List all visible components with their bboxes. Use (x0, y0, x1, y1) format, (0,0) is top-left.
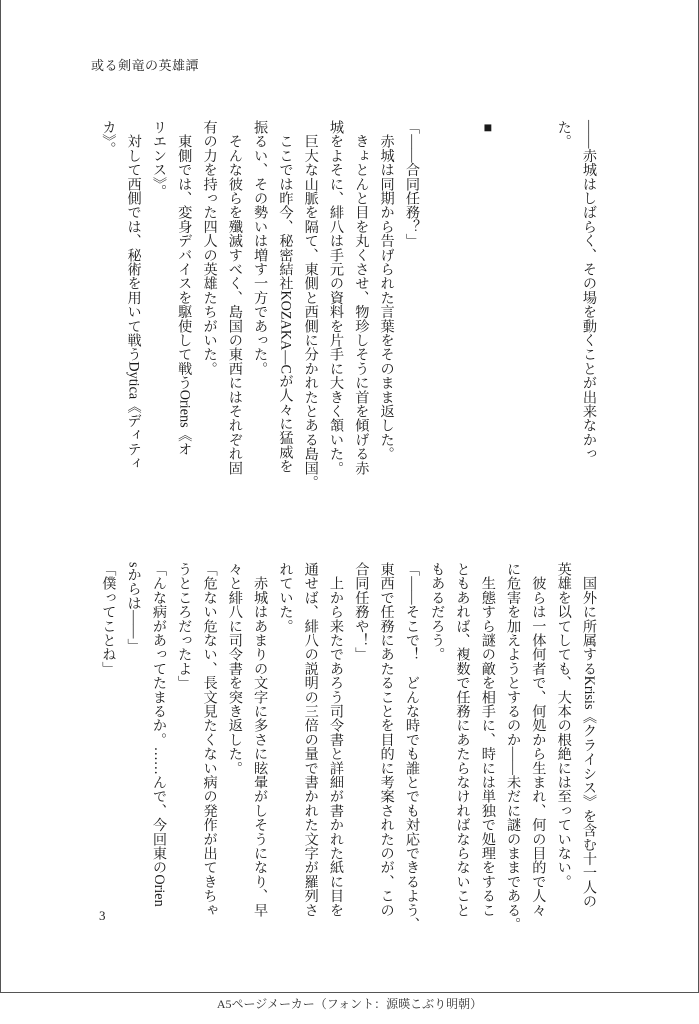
section-break-marker: ■ (479, 120, 496, 136)
text-column: 赤城は同期から告げられた言葉をそのまま返した。 (378, 120, 395, 461)
text-column: 城をよそに、緋八は手元の資料を片手に大きく頷いた。 (328, 120, 345, 475)
text-column: 東側では、変身デバイスを駆使して戦うOriens《オ (176, 120, 193, 457)
text-column: リエンス》。 (150, 120, 167, 199)
text-column: 合同任務や！」 (353, 562, 370, 662)
text-column: 通せば、緋八の説明の三倍の量で書かれた文字が羅列さ (302, 562, 319, 917)
text-column: 有の力を持った四人の英雄たちがいた。 (201, 120, 218, 376)
footer-credit: A5ページメーカー（フォント：源暎こぶり明朝） (216, 997, 483, 1011)
text-column: 東西で任務にあたることを目的に考案されたのが、この (378, 562, 395, 917)
text-column: そんな彼らを殲滅すべく、島国の東西にはそれぞれ固 (226, 120, 243, 475)
text-column: 巨大な山脈を隔て、東側と西側に分かれたとある島国。 (302, 120, 319, 490)
text-column: もあるだろう。 (429, 562, 446, 662)
text-column: れていた。 (277, 562, 294, 633)
text-column: 赤城はあまりの文字に多さに眩暈がしそうになり、早 (252, 562, 269, 917)
text-column: 「んな病があってたまるか。……んで、今回東のOrien (150, 562, 167, 907)
text-block-lower (95, 562, 601, 932)
text-column: 英雄を以てしても、大本の根絶には至っていない。 (555, 562, 572, 889)
text-column: 国外に所属するKrisis《クライシス》を含む十一人の (581, 562, 597, 909)
text-column: カ》。 (100, 120, 117, 156)
running-head-title: 或る剣竜の英雄譚 (91, 58, 200, 73)
text-column: sからは——」 (125, 562, 142, 653)
text-column: うところだったよ」 (176, 562, 193, 690)
text-column (449, 120, 474, 465)
text-column: た。 (555, 120, 572, 149)
text-column: 上から来たであろう司令書と詳細が書かれた紙に目を (328, 562, 345, 917)
text-column (424, 120, 449, 465)
text-column: ここでは昨今、秘密結社KOZAKA—Cが人々に猛威を (277, 120, 294, 474)
text-column (525, 120, 550, 465)
text-column: ともあれば、複数で任務にあたらなければならないこと (454, 562, 471, 917)
text-column: 対して西側では、秘術を用いて戦うDytica《ディティ (125, 120, 142, 471)
text-column (500, 120, 525, 465)
text-column: 「——合同任務？」 (403, 120, 420, 248)
text-column: きょとんと目を丸くさせ、物珍しそうに首を傾げる赤 (353, 120, 370, 475)
text-column: 振るい、その勢いは増す一方であった。 (252, 120, 269, 376)
text-column: 「僕ってことね」 (100, 562, 117, 676)
text-column: に危害を加えようとするのか——未だに謎のままである。 (505, 562, 522, 932)
text-column: ——赤城はしばらく、その場を動くことが出来なかっ (581, 120, 597, 461)
text-column: 彼らは一体何者で、何処から生まれ、何の目的で人々 (530, 562, 547, 917)
text-block-upper (95, 120, 601, 490)
text-column: 生態すら謎の敵を相手に、時には単独で処理をするこ (479, 562, 496, 917)
text-column: 々と緋八に司令書を突き返した。 (226, 562, 243, 775)
page-number: 3 (99, 908, 106, 923)
text-column: 「危ない危ない、長文見たくない病の発作が出てきちゃ (201, 562, 218, 917)
text-column: 「——そこで！ どんな時でも誰とでも対応できるよう、 (403, 562, 420, 932)
